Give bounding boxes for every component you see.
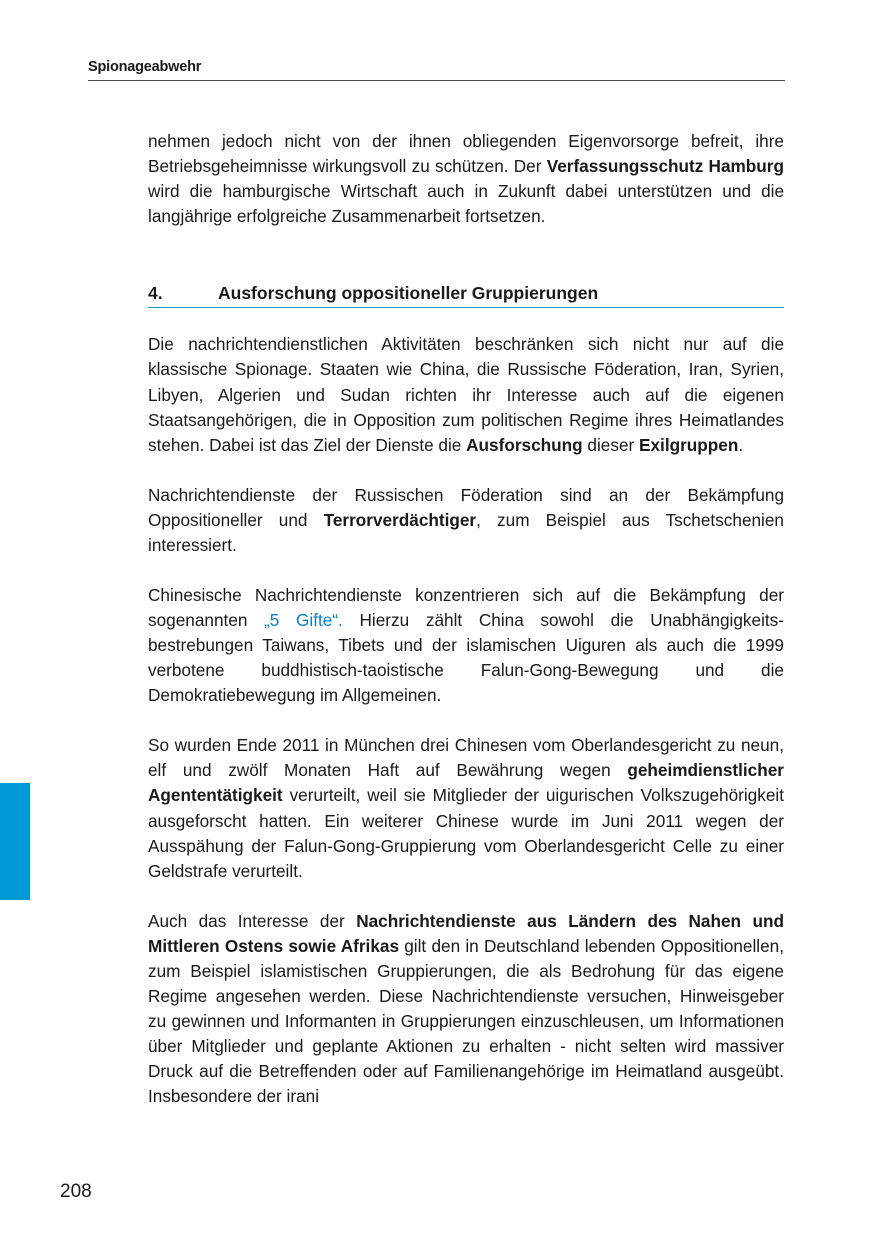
bold-term: Exilgruppen: [639, 434, 739, 455]
bold-term: Verfassungsschutz Hamburg: [546, 156, 784, 177]
bold-term: Ausforschung: [466, 434, 583, 455]
section-heading: [148, 281, 784, 308]
bold-term: geheimdienstlicher Agententätigkeit: [148, 760, 784, 806]
paragraph-middle-east: [148, 909, 784, 1110]
text-run: verurteilt, weil sie Mitglieder der uigurischen Volkszugehörigkeit ausgeforscht hatten. Ein weiterer Chinese wurde im Juni 2011 wegen der Ausspähung der Falun-Gong-Gruppierung vom Oberlandesgericht Celle zu einer Geldstrafe verurteilt.: [148, 785, 784, 881]
text-run: Chinesische Nachrichtendienste konzentrieren sich auf die Bekämpfung der sogenannten: [148, 584, 784, 630]
section-title: Ausforschung oppositioneller Gruppierungen: [218, 283, 599, 304]
paragraph-intro: [148, 129, 784, 229]
text-run: gilt den in Deutschland lebenden Oppositionellen, zum Beispiel islamistischen Gruppierungen, die als Bedrohung für das eigene Regime angesehen werden. Diese Nachrichtendienste versuchen, Hinweisgeber zu gewinnen und Informanten in Gruppierungen einzuschleusen, um Informationen über Mitglieder und geplante Aktionen zu erhalten - nicht selten wird massiver Druck auf die Betreffenden oder auf Familienangehörige im Heimatland ausgeübt. Insbesondere der irani: [148, 935, 784, 1107]
page-number: 208: [60, 1181, 92, 1202]
paragraph-activities: [148, 332, 784, 457]
paragraph-munich-case: [148, 733, 784, 884]
section-number: 4.: [148, 283, 163, 304]
text-run: Auch das Interesse der: [148, 910, 357, 931]
text-run: , zum Beispiel aus Tschetschenien interessiert.: [148, 509, 784, 555]
text-run: dieser: [582, 434, 640, 455]
paragraph-russia: [148, 483, 784, 558]
bold-term: Terrorverdächtiger: [323, 509, 477, 530]
text-run: Die nachrichtendienstlichen Aktivitäten beschränken sich nicht nur auf die klassische Spionage. Staaten wie China, die Russische Föderation, Iran, Syrien, Libyen, Algerien und Sudan richten ihr Interesse auch auf die eigenen Staatsangehörigen, die in Opposition zum politischen Regime ihres Heimatlandes stehen. Dabei ist das Ziel der Dienste die: [148, 334, 784, 455]
text-run: nehmen jedoch nicht von der ihnen obliegenden Eigenvorsorge befreit, ihre Betriebsgeheimnisse wirkungsvoll zu schützen. Der: [148, 131, 784, 177]
text-run: wird die hamburgische Wirtschaft auch in Zukunft dabei unterstützen und die langjährige erfolgreiche Zusammenarbeit fortsetzen.: [148, 181, 784, 227]
text-run: So wurden Ende 2011 in München drei Chinesen vom Oberlandesgericht zu neun, elf und zwölf Monaten Haft auf Bewährung wegen: [148, 735, 784, 781]
text-run: .: [738, 434, 744, 455]
five-poisons-link[interactable]: „5 Gifte“.: [264, 610, 343, 630]
running-head: Spionageabwehr: [88, 59, 785, 81]
chapter-tab-marker: [0, 783, 30, 900]
bold-term: Nachrichtendienste aus Ländern des Nahen und Mittleren Ostens sowie Afrikas: [148, 910, 784, 956]
page-content: [148, 129, 784, 1109]
text-run: Nachrichtendienste der Russischen Föderation sind an der Bekämpfung Oppositioneller und: [148, 484, 784, 530]
paragraph-china: [148, 583, 784, 708]
text-run: Hierzu zählt China sowohl die Unabhängigkeitsbestrebungen Taiwans, Tibets und der islamischen Uiguren als auch die 1999 verbotene buddhistisch-taoistische Falun-Gong-Bewegung und die Demokratiebewegung im Allgemeinen.: [148, 610, 784, 706]
